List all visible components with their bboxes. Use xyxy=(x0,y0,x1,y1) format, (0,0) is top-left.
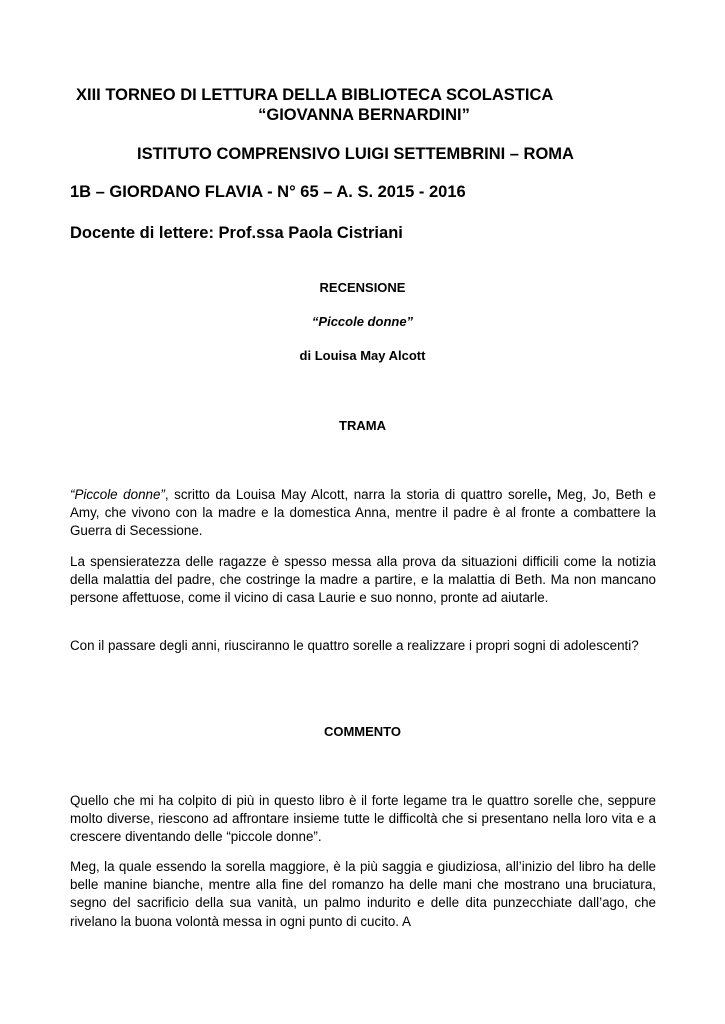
review-label: RECENSIONE xyxy=(319,280,406,295)
plot-heading: TRAMA xyxy=(339,418,386,433)
plot-paragraph-1-text-b: Meg, Jo, Beth e Amy, che vivono con la madre e la domestica Anna, mentre il padre è al fronte a combattere la Guerra di Secessione. xyxy=(70,487,656,539)
plot-paragraph-1-text-a: , scritto da Louisa May Alcott, narra la storia di quattro sorelle xyxy=(164,487,548,502)
plot-paragraph-1 xyxy=(70,486,656,541)
student-info: 1B – GIORDANO FLAVIA - N° 65 – A. S. 2015 - 2016 xyxy=(70,183,466,201)
book-author: di Louisa May Alcott xyxy=(299,348,426,363)
school-name: ISTITUTO COMPRENSIVO LUIGI SETTEMBRINI – ROMA xyxy=(137,145,574,163)
plot-paragraph-3: Con il passare degli anni, riusciranno le quattro sorelle a realizzare i propri sogni di adolescenti? xyxy=(70,638,639,653)
plot-paragraph-2: La spensieratezza delle ragazze è spesso messa alla prova da situazioni difficili come la notizia della malattia del padre, che costringe la madre a partire, e la malattia di Beth. Ma non mancano persone affettuose, come il vicino di casa Laurie e suo nonno, pronte ad aiutarle. xyxy=(70,554,656,606)
plot-bold-comma: , xyxy=(547,487,552,502)
tournament-title-line2: “GIOVANNA BERNARDINI” xyxy=(258,106,470,124)
comment-paragraph-1: Quello che mi ha colpito di più in questo libro è il forte legame tra le quattro sorelle che, seppure molto diverse, riescono ad affrontare insieme tutte le difficoltà che si presentano nella loro vita e a crescere diventando delle “piccole donne”. xyxy=(70,793,656,845)
comment-paragraph-2: Meg, la quale essendo la sorella maggiore, è la più saggia e giudiziosa, all’inizio del libro ha delle belle manine bianche, mentre alla fine del romanzo ha delle mani che mostrano una bruciatura, segno del sacrificio della sua vanità, un palmo indurito e delle dita punzecchiate dall’ago, che rivelano la buona volontà messa in ogni punto di cucito. A xyxy=(70,859,656,929)
teacher-info: Docente di lettere: Prof.ssa Paola Cistriani xyxy=(70,224,403,242)
comment-heading: COMMENTO xyxy=(323,724,402,739)
tournament-title-line1: XIII TORNEO DI LETTURA DELLA BIBLIOTECA SCOLASTICA xyxy=(76,86,554,104)
book-title: “Piccole donne” xyxy=(311,314,414,329)
plot-book-title: “Piccole donne” xyxy=(70,487,165,502)
